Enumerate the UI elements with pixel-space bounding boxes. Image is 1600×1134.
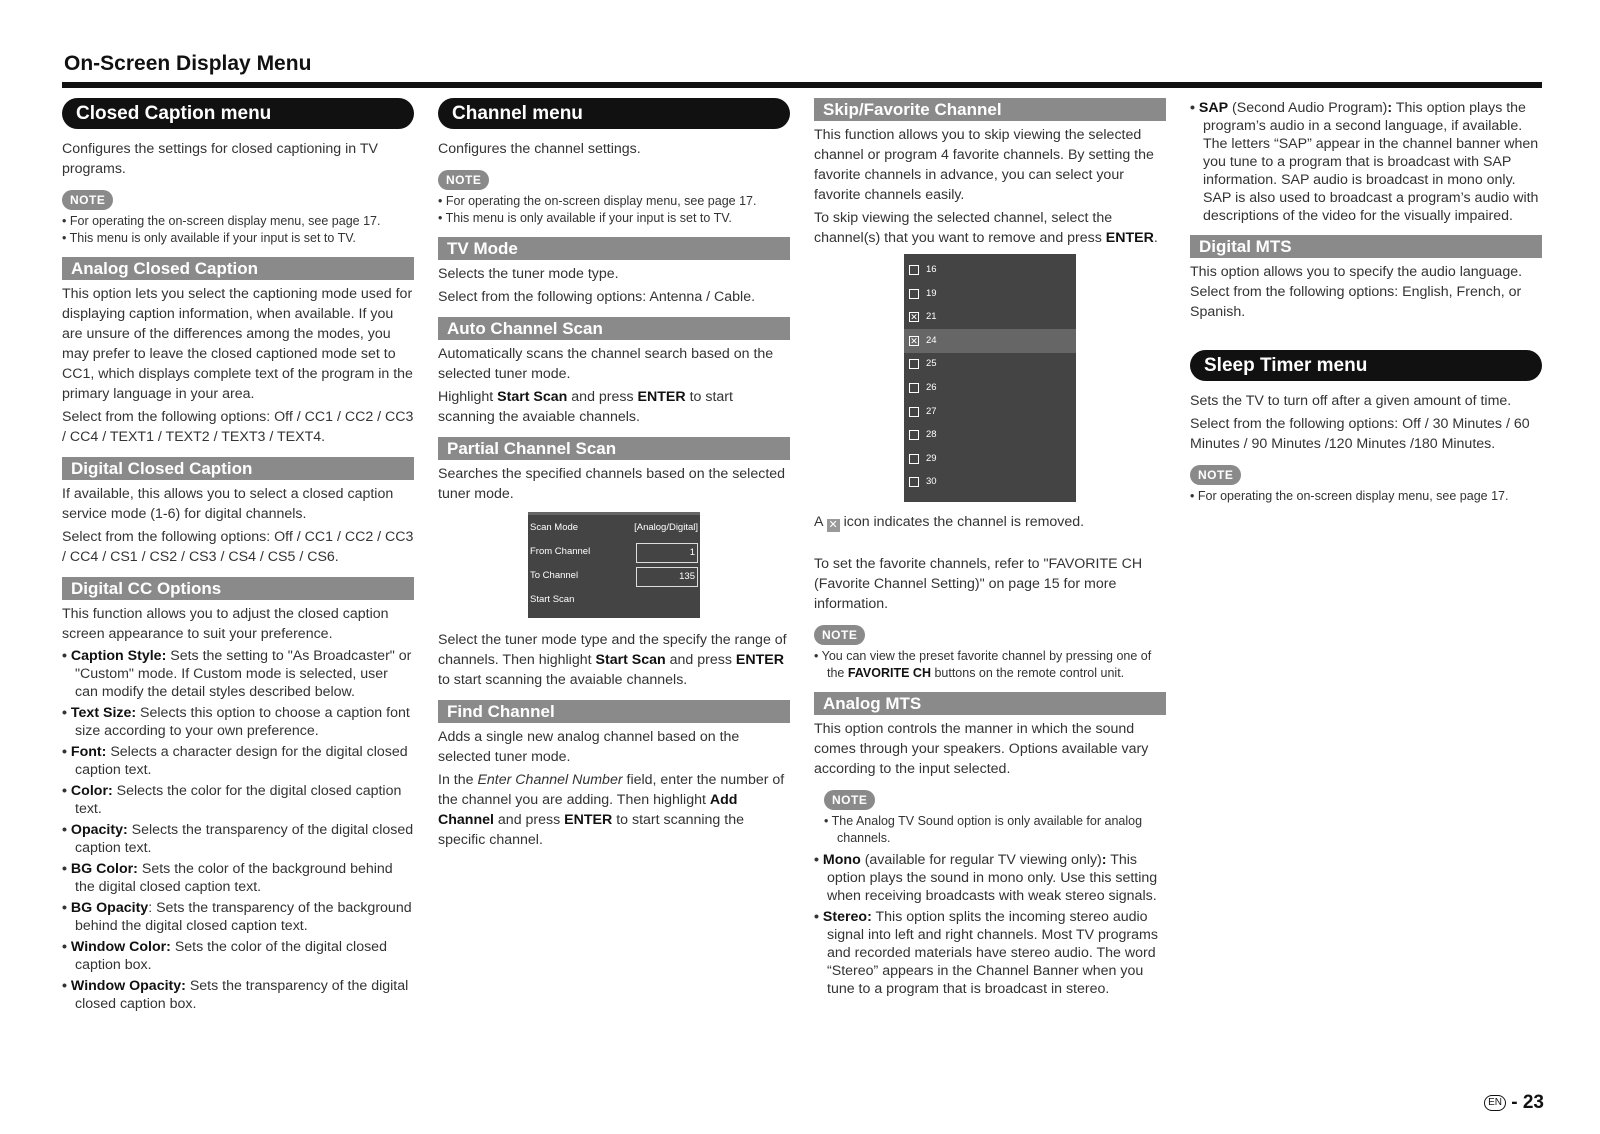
digital-mts-heading: Digital MTS [1190,235,1542,258]
note-badge: NOTE [62,190,113,210]
closed-caption-heading: Closed Caption menu [62,98,414,129]
channel-menu-notes [438,193,790,227]
skip-notes [814,648,1166,682]
channel-number: 24 [926,334,937,346]
page-title: On-Screen Display Menu [64,52,312,75]
channel-number: 27 [926,405,937,417]
channel-row[interactable] [904,423,1076,447]
skip-favorite-column [814,98,1166,1001]
note-badge: NOTE [814,625,865,645]
mts-options-list [814,851,1166,998]
channel-number: 30 [926,476,937,488]
sap-list [1190,99,1542,225]
checkbox-checked-icon[interactable]: ✕ [910,312,918,323]
digital-cc-description: If available, this allows you to select a closed caption service mode (1-6) for digital channels. [62,486,394,522]
channel-number: 25 [926,358,937,370]
channel-list-screen [904,254,1076,502]
note-item: • You can view the preset favorite channel by pressing one of the FAVORITE CH buttons on the remote control unit. [814,648,1166,682]
note-badge: NOTE [824,790,875,810]
channel-number: 28 [926,429,937,441]
tv-mode-heading: TV Mode [438,237,790,260]
list-item: • Window Opacity: Sets the transparency of the digital closed caption box. [62,977,414,1013]
channel-menu-heading: Channel menu [438,98,790,129]
to-channel-field[interactable]: 135 [636,567,698,587]
from-channel-field[interactable]: 1 [636,543,698,563]
tv-mode-p1: Selects the tuner mode type. [438,266,619,282]
mts-notes [824,813,1166,847]
to-channel-row[interactable]: To Channel 135 [530,565,698,587]
skip-p3: To set the favorite channels, refer to "FAVORITE CH (Favorite Channel Setting)" on page 15 for more information. [814,556,1143,612]
sap-sleep-column [1190,98,1542,509]
page-num: 23 [1522,1092,1544,1113]
closed-caption-column [62,98,414,1016]
channel-row[interactable] [904,352,1076,376]
note-badge: NOTE [438,170,489,190]
closed-caption-notes [62,213,414,247]
skip-p2: To skip viewing the selected channel, select the channel(s) that you want to remove and press ENTER. [814,210,1158,246]
checkbox-icon[interactable] [909,430,919,440]
channel-number: 21 [926,311,937,323]
analog-closed-caption-heading: Analog Closed Caption [62,257,414,280]
list-item: • BG Color: Sets the color of the background behind the digital closed caption text. [62,860,414,896]
title-rule [62,82,1542,88]
channel-menu-intro: Configures the channel settings. [438,141,641,157]
list-item: • Text Size: Selects this option to choose a caption font size according to your own preference. [62,704,414,740]
cc-options-list [62,647,414,1013]
sleep-timer-heading: Sleep Timer menu [1190,350,1542,381]
tv-mode-p2: Select from the following options: Antenna / Cable. [438,289,756,305]
note-item: • This menu is only available if your input is set to TV. [438,210,790,227]
auto-channel-scan-heading: Auto Channel Scan [438,317,790,340]
checkbox-icon[interactable] [909,359,919,369]
channel-row[interactable] [904,447,1076,471]
list-item: • Stereo: This option splits the incoming stereo audio signal into left and right channels. Most TV programs and recorded materials have stereo audio. The word “Stereo” appears in the Channel Banner when you tune to a program that is broadcast in stereo. [814,908,1166,998]
list-item: • Opacity: Selects the transparency of the digital closed caption text. [62,821,414,857]
page-number [1484,1092,1544,1114]
channel-number: 29 [926,452,937,464]
channel-menu-column [438,98,790,853]
checkbox-checked-icon[interactable]: ✕ [910,335,918,346]
cc-options-description: This function allows you to adjust the closed caption screen appearance to suit your preference. [62,606,389,642]
partial-scan-screen [528,512,700,618]
note-item: • The Analog TV Sound option is only available for analog channels. [824,813,1166,847]
partial-scan-p2: Select the tuner mode type and the specify the range of channels. Then highlight Start Scan and press ENTER to start scanning the avaiable channels. [438,632,787,688]
channel-row[interactable] [904,282,1076,306]
list-item: • Caption Style: Sets the setting to "As Broadcaster" or "Custom" mode. If Custom mode is selected, user can modify the detail styles described below. [62,647,414,701]
channel-row[interactable] [904,305,1076,329]
find-channel-heading: Find Channel [438,700,790,723]
list-item: • Color: Selects the color for the digital closed caption text. [62,782,414,818]
checkbox-icon[interactable] [909,407,919,417]
skip-favorite-heading: Skip/Favorite Channel [814,98,1166,121]
note-item: • This menu is only available if your input is set to TV. [62,230,414,247]
sleep-notes [1190,488,1542,505]
note-item: • For operating the on-screen display menu, see page 17. [1190,488,1542,505]
find-channel-p2: In the Enter Channel Number field, enter the number of the channel you are adding. Then highlight Add Channel and press ENTER to start scanning the specific channel. [438,772,785,848]
partial-scan-p1: Searches the specified channels based on the selected tuner mode. [438,466,786,502]
checkbox-icon[interactable] [909,265,919,275]
from-channel-row[interactable]: From Channel 1 [530,541,698,563]
page-sep: - [1511,1092,1518,1113]
channel-number: 26 [926,382,937,393]
digital-cc-options-heading: Digital CC Options [62,577,414,600]
sleep-p2: Select from the following options: Off / 30 Minutes / 60 Minutes / 90 Minutes /120 Minutes /180 Minutes. [1190,416,1530,452]
channel-number: 19 [926,287,937,299]
digital-mts-p1: This option allows you to specify the audio language. Select from the following options: English, French, or Spanish. [1190,264,1523,320]
skip-p1: This function allows you to skip viewing the selected channel or program 4 favorite channels. By setting the favorite channels in advance, you can select your favorite channels easily. [814,127,1154,203]
checkbox-icon[interactable] [909,383,919,393]
note-item: • For operating the on-screen display menu, see page 17. [62,213,414,230]
list-item: • SAP (Second Audio Program): This option plays the program’s audio in a second language, if available. The letters “SAP” appear in the channel banner when you tune to a program that is broadcast with SAP information. SAP audio is broadcast in mono only. SAP is also used to broadcast a program’s audio with descriptions of the video for the visually impaired. [1190,99,1542,225]
list-item: • Window Color: Sets the color of the digital closed caption box. [62,938,414,974]
removed-x-icon: ✕ [828,519,838,531]
sleep-p1: Sets the TV to turn off after a given amount of time. [1190,393,1512,409]
analog-cc-options: Select from the following options: Off / CC1 / CC2 / CC3 / CC4 / TEXT1 / TEXT2 / TEXT3 / TEXT4. [62,409,414,445]
channel-row[interactable] [904,258,1076,282]
checkbox-icon[interactable] [909,289,919,299]
language-badge: EN [1484,1095,1506,1111]
closed-caption-intro: Configures the settings for closed captioning in TV programs. [62,141,378,177]
channel-row[interactable] [904,329,1076,353]
start-scan-row[interactable]: Start Scan [530,594,575,605]
channel-row[interactable] [904,376,1076,400]
checkbox-icon[interactable] [909,454,919,464]
list-item: • BG Opacity: Sets the transparency of the background behind the digital closed caption text. [62,899,414,935]
auto-scan-p2: Highlight Start Scan and press ENTER to start scanning the avaiable channels. [438,389,733,425]
scan-mode-row[interactable]: Scan Mode [Analog/Digital] [530,522,698,533]
auto-scan-p1: Automatically scans the channel search based on the selected tuner mode. [438,346,774,382]
find-channel-p1: Adds a single new analog channel based on the selected tuner mode. [438,729,740,765]
analog-mts-p1: This option controls the manner in which the sound comes through your speakers. Options available vary according to the input selected. [814,721,1149,777]
channel-row[interactable] [904,470,1076,494]
analog-cc-description: This option lets you select the captioning mode used for displaying caption information, when available. If you are unsure of the differences among the modes, you may prefer to leave the closed captioned mode set to CC1, which displays complete text of the program in the primary language in your area. [62,286,413,402]
checkbox-icon[interactable] [909,477,919,487]
list-item: • Font: Selects a character design for the digital closed caption text. [62,743,414,779]
removed-icon-caption: A ✕ icon indicates the channel is removed. [814,514,1085,531]
note-item: • For operating the on-screen display menu, see page 17. [438,193,790,210]
partial-channel-scan-heading: Partial Channel Scan [438,437,790,460]
list-item: • Mono (available for regular TV viewing only): This option plays the sound in mono only. Use this setting when receiving broadcasts with weak stereo signals. [814,851,1166,905]
channel-row[interactable] [904,400,1076,424]
analog-mts-heading: Analog MTS [814,692,1166,715]
digital-cc-options: Select from the following options: Off / CC1 / CC2 / CC3 / CC4 / CS1 / CS2 / CS3 / CS4 / CS5 / CS6. [62,529,414,565]
note-badge: NOTE [1190,465,1241,485]
digital-closed-caption-heading: Digital Closed Caption [62,457,414,480]
channel-number: 16 [926,264,937,275]
